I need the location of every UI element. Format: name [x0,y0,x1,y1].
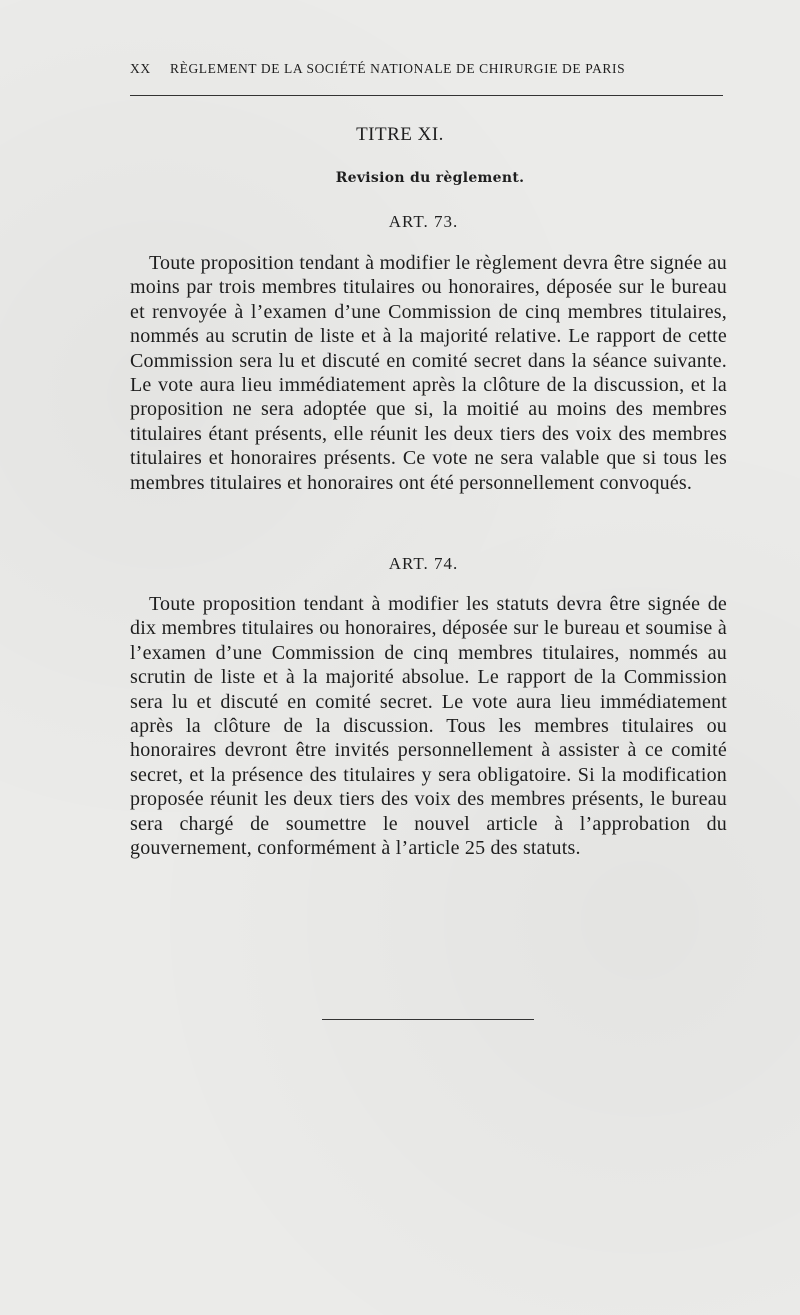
article-74-heading: ART. 74. [388,554,459,573]
article-73-text: Toute proposition tendant à modifier le règlement devra être signée au moins par trois membres titulaires ou honoraires, déposée sur le bureau et renvoyée à l’examen d’une Commission de cinq membres titulaires, nommés au scrutin de liste et à la majorité relative. Le rapport de cette Commission sera lu et discuté en comité secret dans la séance suivante. Le vote aura lieu immédiatement après la clôture de la discussion, et la proposition ne sera adoptée que si, la moitié au moins des membres titulaires étant présents, elle réunit les deux tiers des voix des membres titulaires et honoraires présents. Ce vote ne sera valable que si tous les membres titulaires et honoraires ont été personnellement convoqués. [130,252,727,494]
running-header [130,61,730,77]
article-74-text: Toute proposition tendant à modifier les statuts devra être signée de dix membres titulaires ou honoraires, déposée sur le bureau et soumise à l’examen d’une Commission de cinq membres titulaires, nommés au scrutin de liste et à la majorité absolue. Le rapport de la Commission sera lu et discuté en comité secret. Le vote aura lieu immédiatement après la clôture de la discussion. Tous les membres titulaires ou honoraires devront être invités personnellement à assister à ce comité secret, et la présence des titulaires y sera obligatoire. Si la modification proposée réunit les deux tiers des voix des membres présents, le bureau sera chargé de soumettre le nouvel article à l’approbation du gouvernement, conformément à l’article 25 des statuts. [130,593,727,860]
page-folio: XX [130,61,151,76]
header-rule [130,95,723,96]
article-73-heading: ART. 73. [388,212,459,231]
section-subtitle: Revision du règlement. [335,170,525,186]
end-rule [322,1019,534,1020]
running-title: RÈGLEMENT DE LA SOCIÉTÉ NATIONALE DE CHIRURGIE DE PARIS [170,61,626,76]
section-title: TITRE XI. [356,124,444,145]
